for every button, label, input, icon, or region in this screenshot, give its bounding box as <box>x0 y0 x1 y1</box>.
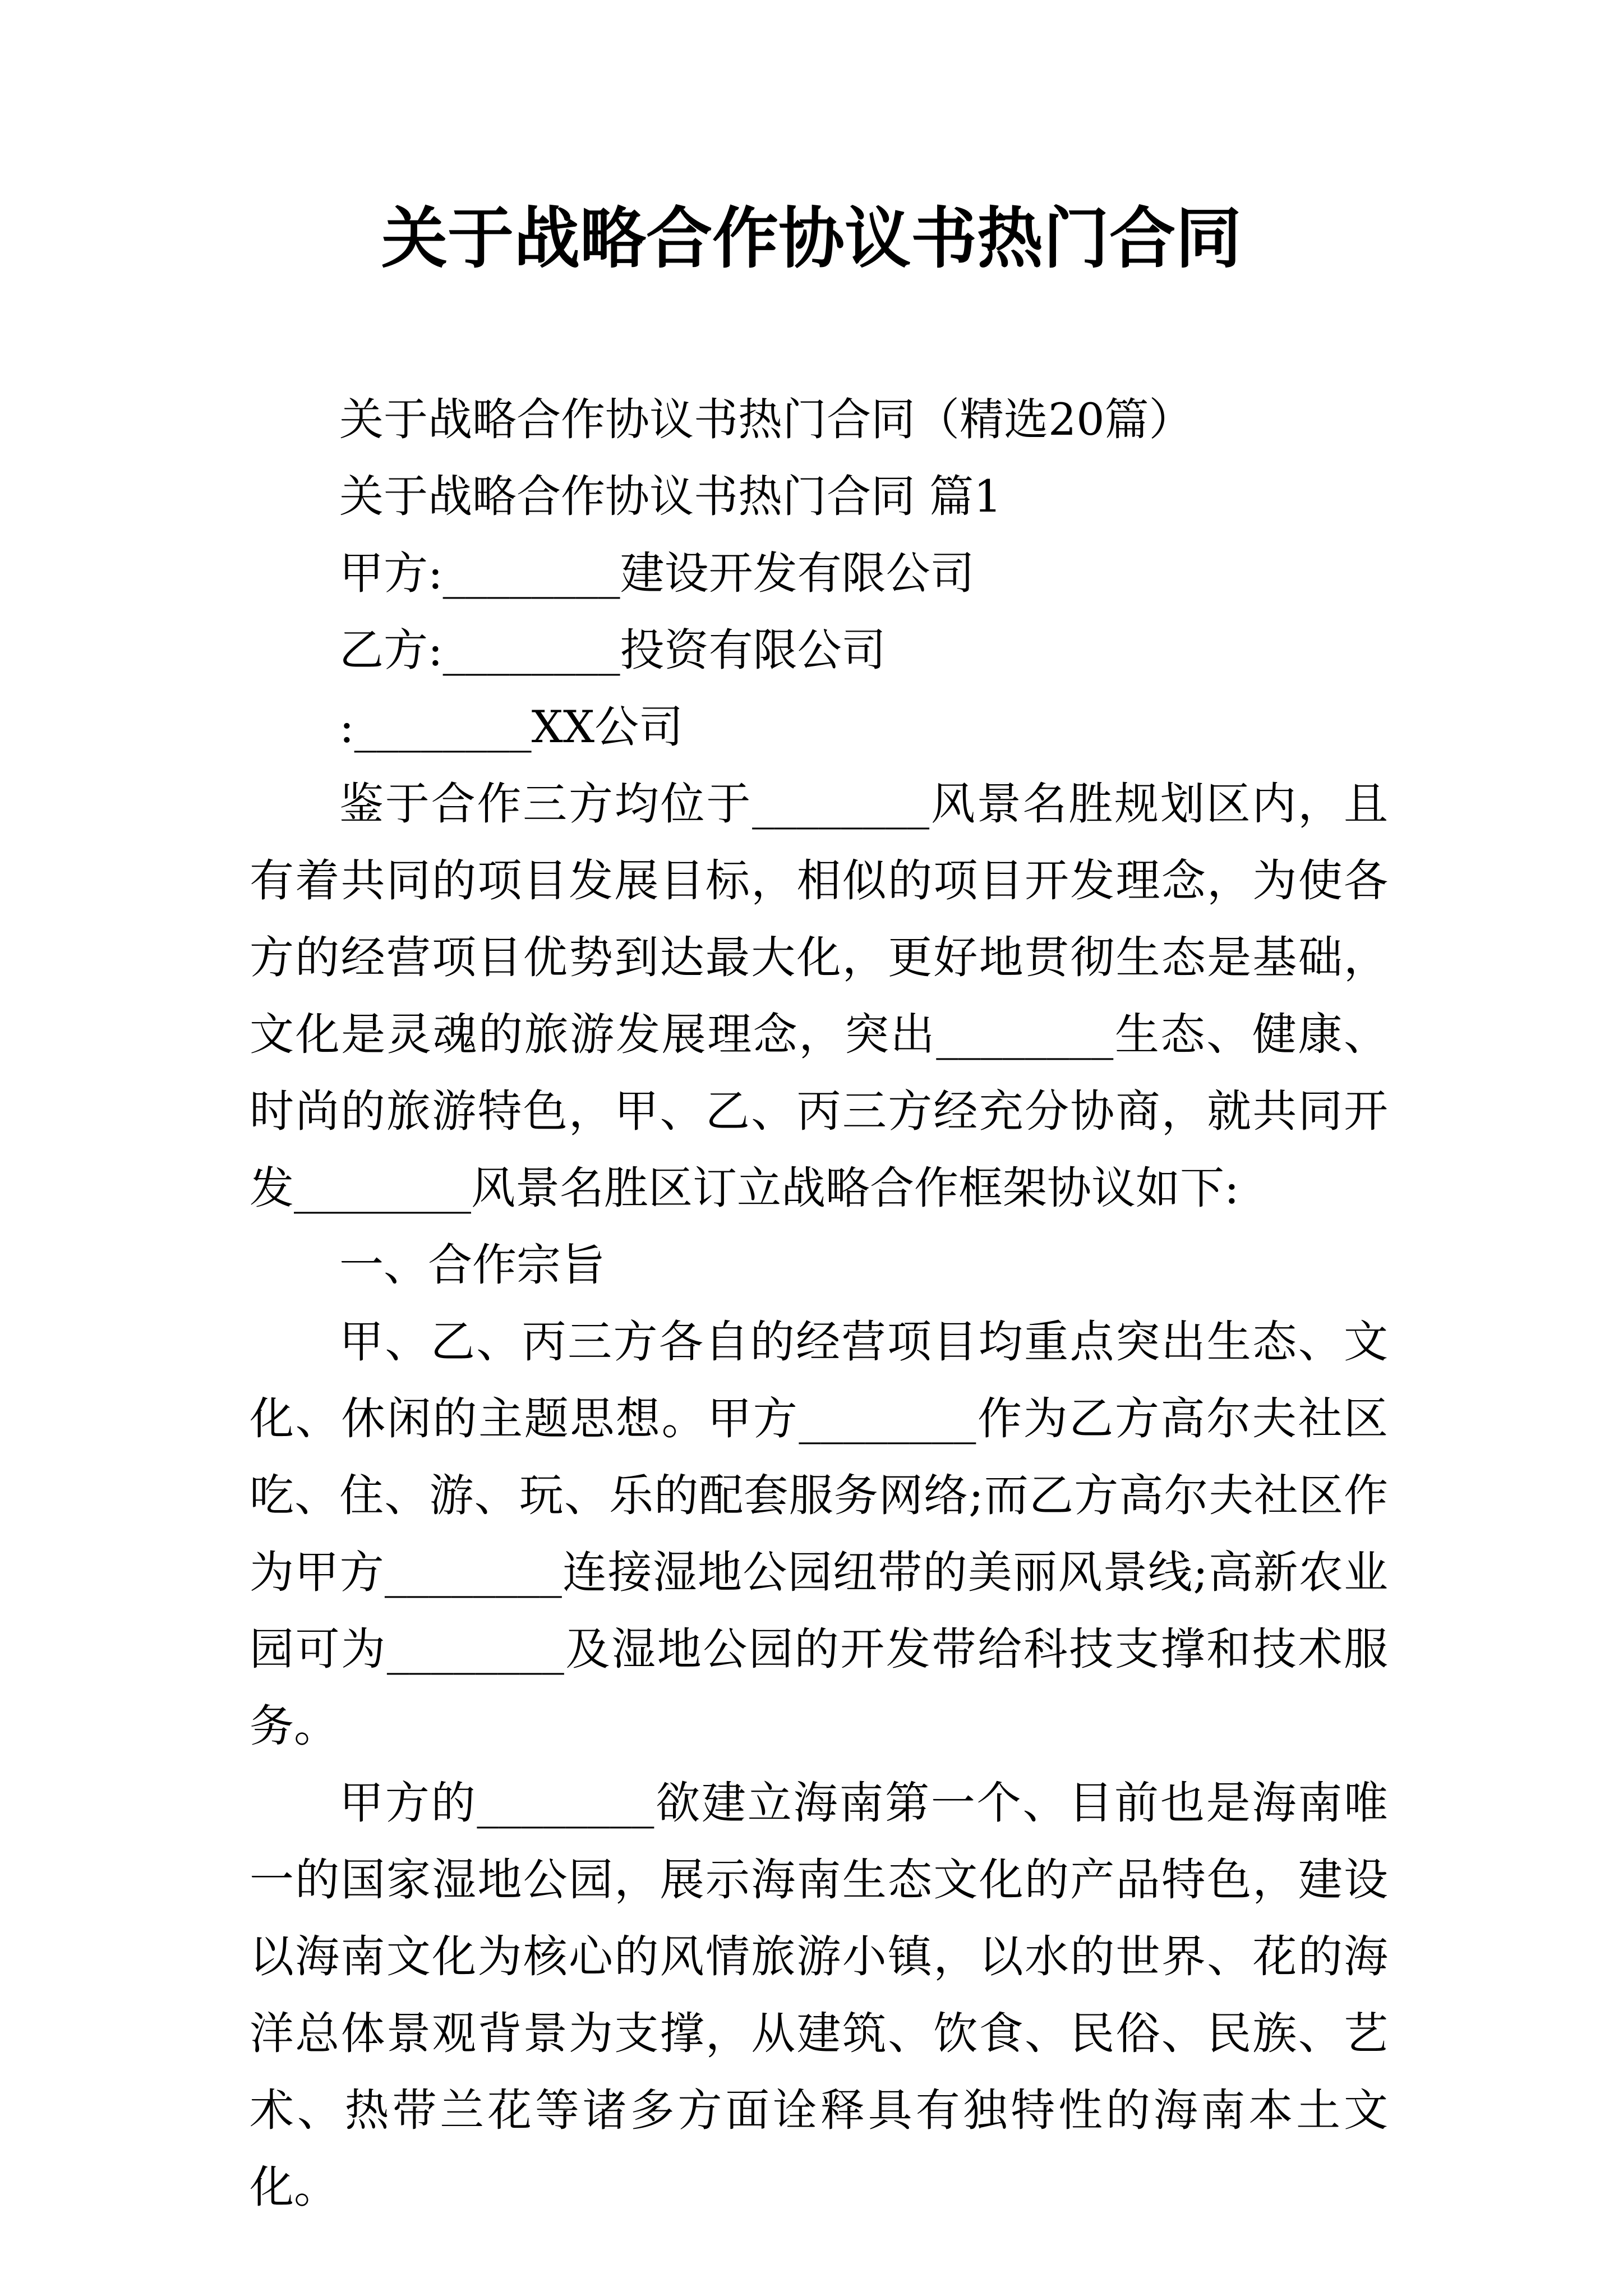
paragraph-preamble: 鉴于合作三方均位于________风景名胜规划区内，且有着共同的项目发展目标，相似的项目开发理念，为使各方的经营项目优势到达最大化，更好地贯彻生态是基础，文化是灵魂的旅游发展理念，突出________生态、健康、时尚的旅游特色，甲、乙、丙三方经充分协商，就共同开发________风景名胜区订立战略合作框架协议如下: <box>250 778 1388 1214</box>
paragraph-collection-title: 关于战略合作协议书热门合同（精选20篇） <box>339 394 1193 445</box>
document-body <box>250 381 1388 2226</box>
paragraph-party-c: :________XX公司 <box>339 701 684 753</box>
paragraph-party-b: 乙方:________投资有限公司 <box>339 624 886 676</box>
paragraph-article-heading: 关于战略合作协议书热门合同 篇1 <box>339 471 1002 522</box>
section-heading-purpose: 一、合作宗旨 <box>339 1239 605 1291</box>
paragraph-purpose: 甲、乙、丙三方各自的经营项目均重点突出生态、文化、休闲的主题思想。甲方________作为乙方高尔夫社区吃、住、游、玩、乐的配套服务网络;而乙方高尔夫社区作为甲方________连接湿地公园纽带的美丽风景线;高新农业园可为________及湿地公园的开发带给科技支撑和技术服务。 <box>250 1316 1388 1752</box>
paragraph-wetland-park: 甲方的________欲建立海南第一个、目前也是海南唯一的国家湿地公园，展示海南生态文化的产品特色，建设以海南文化为核心的风情旅游小镇，以水的世界、花的海洋总体景观背景为支撑，从建筑、饮食、民俗、民族、艺术、热带兰花等诸多方面诠释具有独特性的海南本土文化。 <box>250 1777 1388 2213</box>
document-title: 关于战略合作协议书热门合同 <box>381 199 1242 277</box>
paragraph-party-a: 甲方:________建设开发有限公司 <box>339 547 975 599</box>
